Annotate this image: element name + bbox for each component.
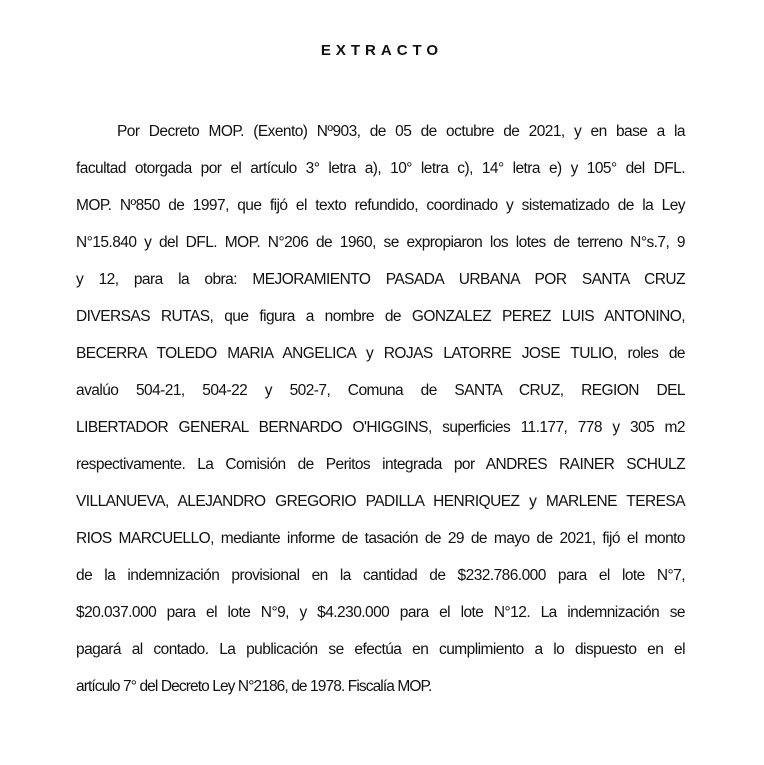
body-line: DIVERSAS RUTAS, que figura a nombre de GONZALEZ PEREZ LUIS ANTONINO, (76, 308, 685, 325)
body-line: pagará al contado. La publicación se efectúa en cumplimiento a lo dispuesto en el (76, 641, 685, 658)
body-line: respectivamente. La Comisión de Peritos integrada por ANDRES RAINER SCHULZ (76, 456, 685, 473)
body-line: N°15.840 y del DFL. MOP. N°206 de 1960, se expropiaron los lotes de terreno N°s.7, 9 (76, 234, 685, 251)
body-line: VILLANUEVA, ALEJANDRO GREGORIO PADILLA HENRIQUEZ y MARLENE TERESA (76, 493, 685, 510)
document-body (76, 113, 685, 705)
body-line: artículo 7° del Decreto Ley N°2186, de 1978. Fiscalía MOP. (76, 678, 432, 695)
document-title: EXTRACTO (320, 42, 444, 59)
body-line: $20.037.000 para el lote N°9, y $4.230.000 para el lote N°12. La indemnización se (76, 604, 685, 621)
body-line: MOP. Nº850 de 1997, que fijó el texto refundido, coordinado y sistematizado de la Ley (76, 197, 685, 214)
body-line: RIOS MARCUELLO, mediante informe de tasación de 29 de mayo de 2021, fijó el monto (76, 530, 685, 547)
body-line: y 12, para la obra: MEJORAMIENTO PASADA URBANA POR SANTA CRUZ (76, 271, 685, 288)
body-line: Por Decreto MOP. (Exento) Nº903, de 05 de octubre de 2021, y en base a la (117, 123, 685, 140)
body-line: de la indemnización provisional en la cantidad de $232.786.000 para el lote N°7, (76, 567, 685, 584)
body-line: BECERRA TOLEDO MARIA ANGELICA y ROJAS LATORRE JOSE TULIO, roles de (76, 345, 685, 362)
body-line: avalúo 504-21, 504-22 y 502-7, Comuna de SANTA CRUZ, REGION DEL (76, 382, 685, 399)
body-line: LIBERTADOR GENERAL BERNARDO O'HIGGINS, superficies 11.177, 778 y 305 m2 (76, 419, 685, 436)
body-line: facultad otorgada por el artículo 3° letra a), 10° letra c), 14° letra e) y 105° del DFL. (76, 160, 685, 177)
